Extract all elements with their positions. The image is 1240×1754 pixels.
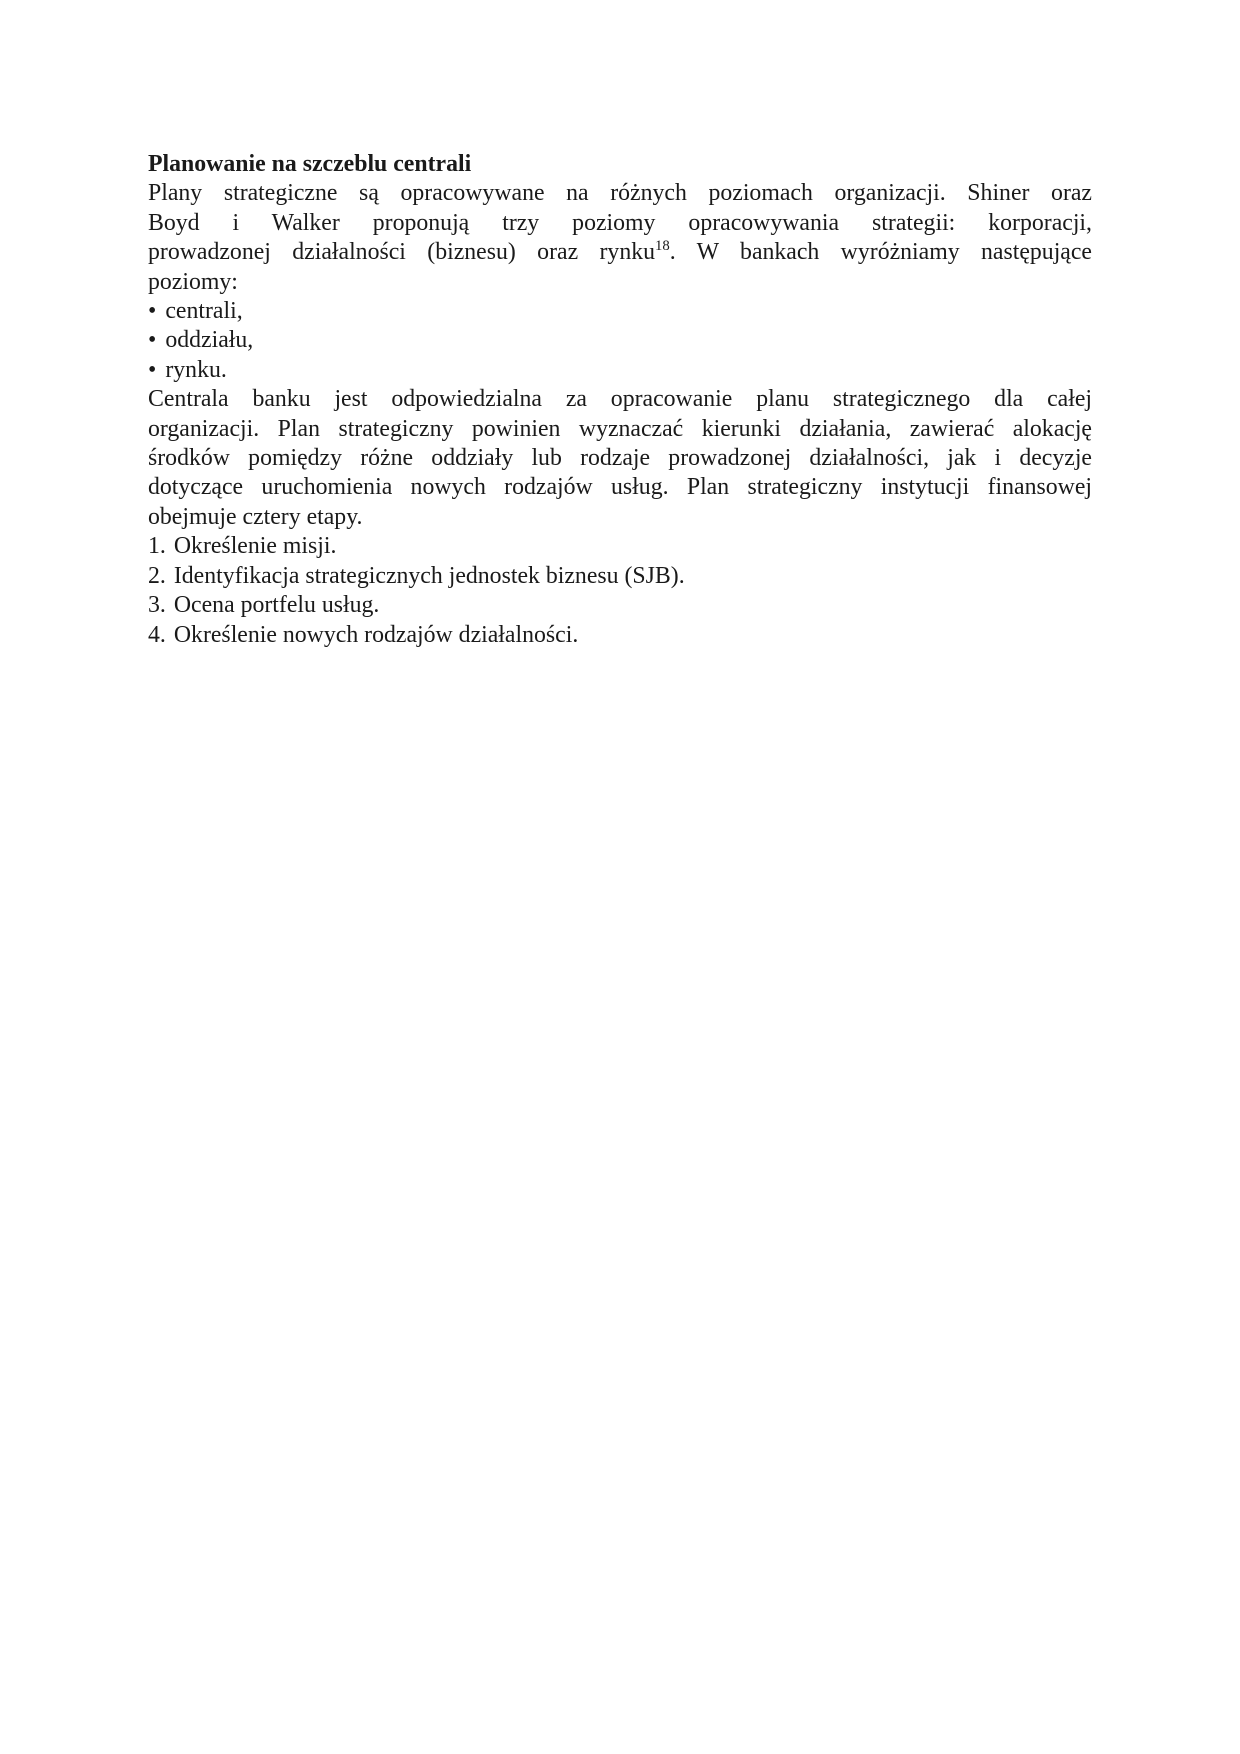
bullet-item-text: rynku. <box>165 356 227 383</box>
bullet-marker: • <box>148 356 157 383</box>
text-line: środków pomiędzy różne oddziały lub rodzaje prowadzonej działalności, jak i decyzje <box>148 445 1092 472</box>
list-item-text: Ocena portfelu usług. <box>173 592 380 619</box>
bullet-list <box>148 297 1092 385</box>
bullet-list-item <box>148 326 1092 355</box>
numbered-list-item <box>148 591 1092 620</box>
text-line: Plany strategiczne są opracowywane na różnych poziomach organizacji. Shiner oraz <box>148 180 1092 207</box>
numbered-list-item <box>148 532 1092 561</box>
text-segment: prowadzonej działalności (biznesu) oraz rynku <box>148 239 656 266</box>
bullet-marker: • <box>148 298 157 325</box>
numbered-list-item <box>148 621 1092 650</box>
text-line: dotyczące uruchomienia nowych rodzajów usług. Plan strategiczny instytucji finansowej <box>148 474 1092 501</box>
text-block <box>148 150 1092 650</box>
list-item-text: Identyfikacja strategicznych jednostek biznesu (SJB). <box>173 562 685 589</box>
bullet-list-item <box>148 297 1092 326</box>
list-item-number: 3. <box>148 592 166 619</box>
text-line: obejmuje cztery etapy. <box>148 503 363 530</box>
text-line <box>148 238 1092 267</box>
text-segment: . W bankach wyróżniamy następujące <box>669 239 1092 266</box>
text-line: organizacji. Plan strategiczny powinien wyznaczać kierunki działania, zawierać alokację <box>148 415 1092 442</box>
list-item-number: 4. <box>148 621 166 648</box>
bullet-item-text: centrali, <box>165 298 243 325</box>
text-line: Boyd i Walker proponują trzy poziomy opracowywania strategii: korporacji, <box>148 209 1092 236</box>
footnote-reference: 18 <box>655 238 670 255</box>
text-line: Centrala banku jest odpowiedzialna za opracowanie planu strategicznego dla całej <box>148 386 1092 413</box>
numbered-list-item <box>148 562 1092 591</box>
list-item-number: 2. <box>148 562 166 589</box>
list-item-text: Określenie misji. <box>173 533 337 560</box>
document-heading: Planowanie na szczeblu centrali <box>148 151 472 177</box>
numbered-list <box>148 532 1092 650</box>
bullet-list-item <box>148 356 1092 385</box>
paragraph-strategy-levels <box>148 179 1092 297</box>
text-line: poziomy: <box>148 268 238 295</box>
bullet-marker: • <box>148 327 157 354</box>
paragraph-central-plan <box>148 385 1092 532</box>
list-item-number: 1. <box>148 533 166 560</box>
list-item-text: Określenie nowych rodzajów działalności. <box>173 621 579 648</box>
bullet-item-text: oddziału, <box>165 327 254 354</box>
